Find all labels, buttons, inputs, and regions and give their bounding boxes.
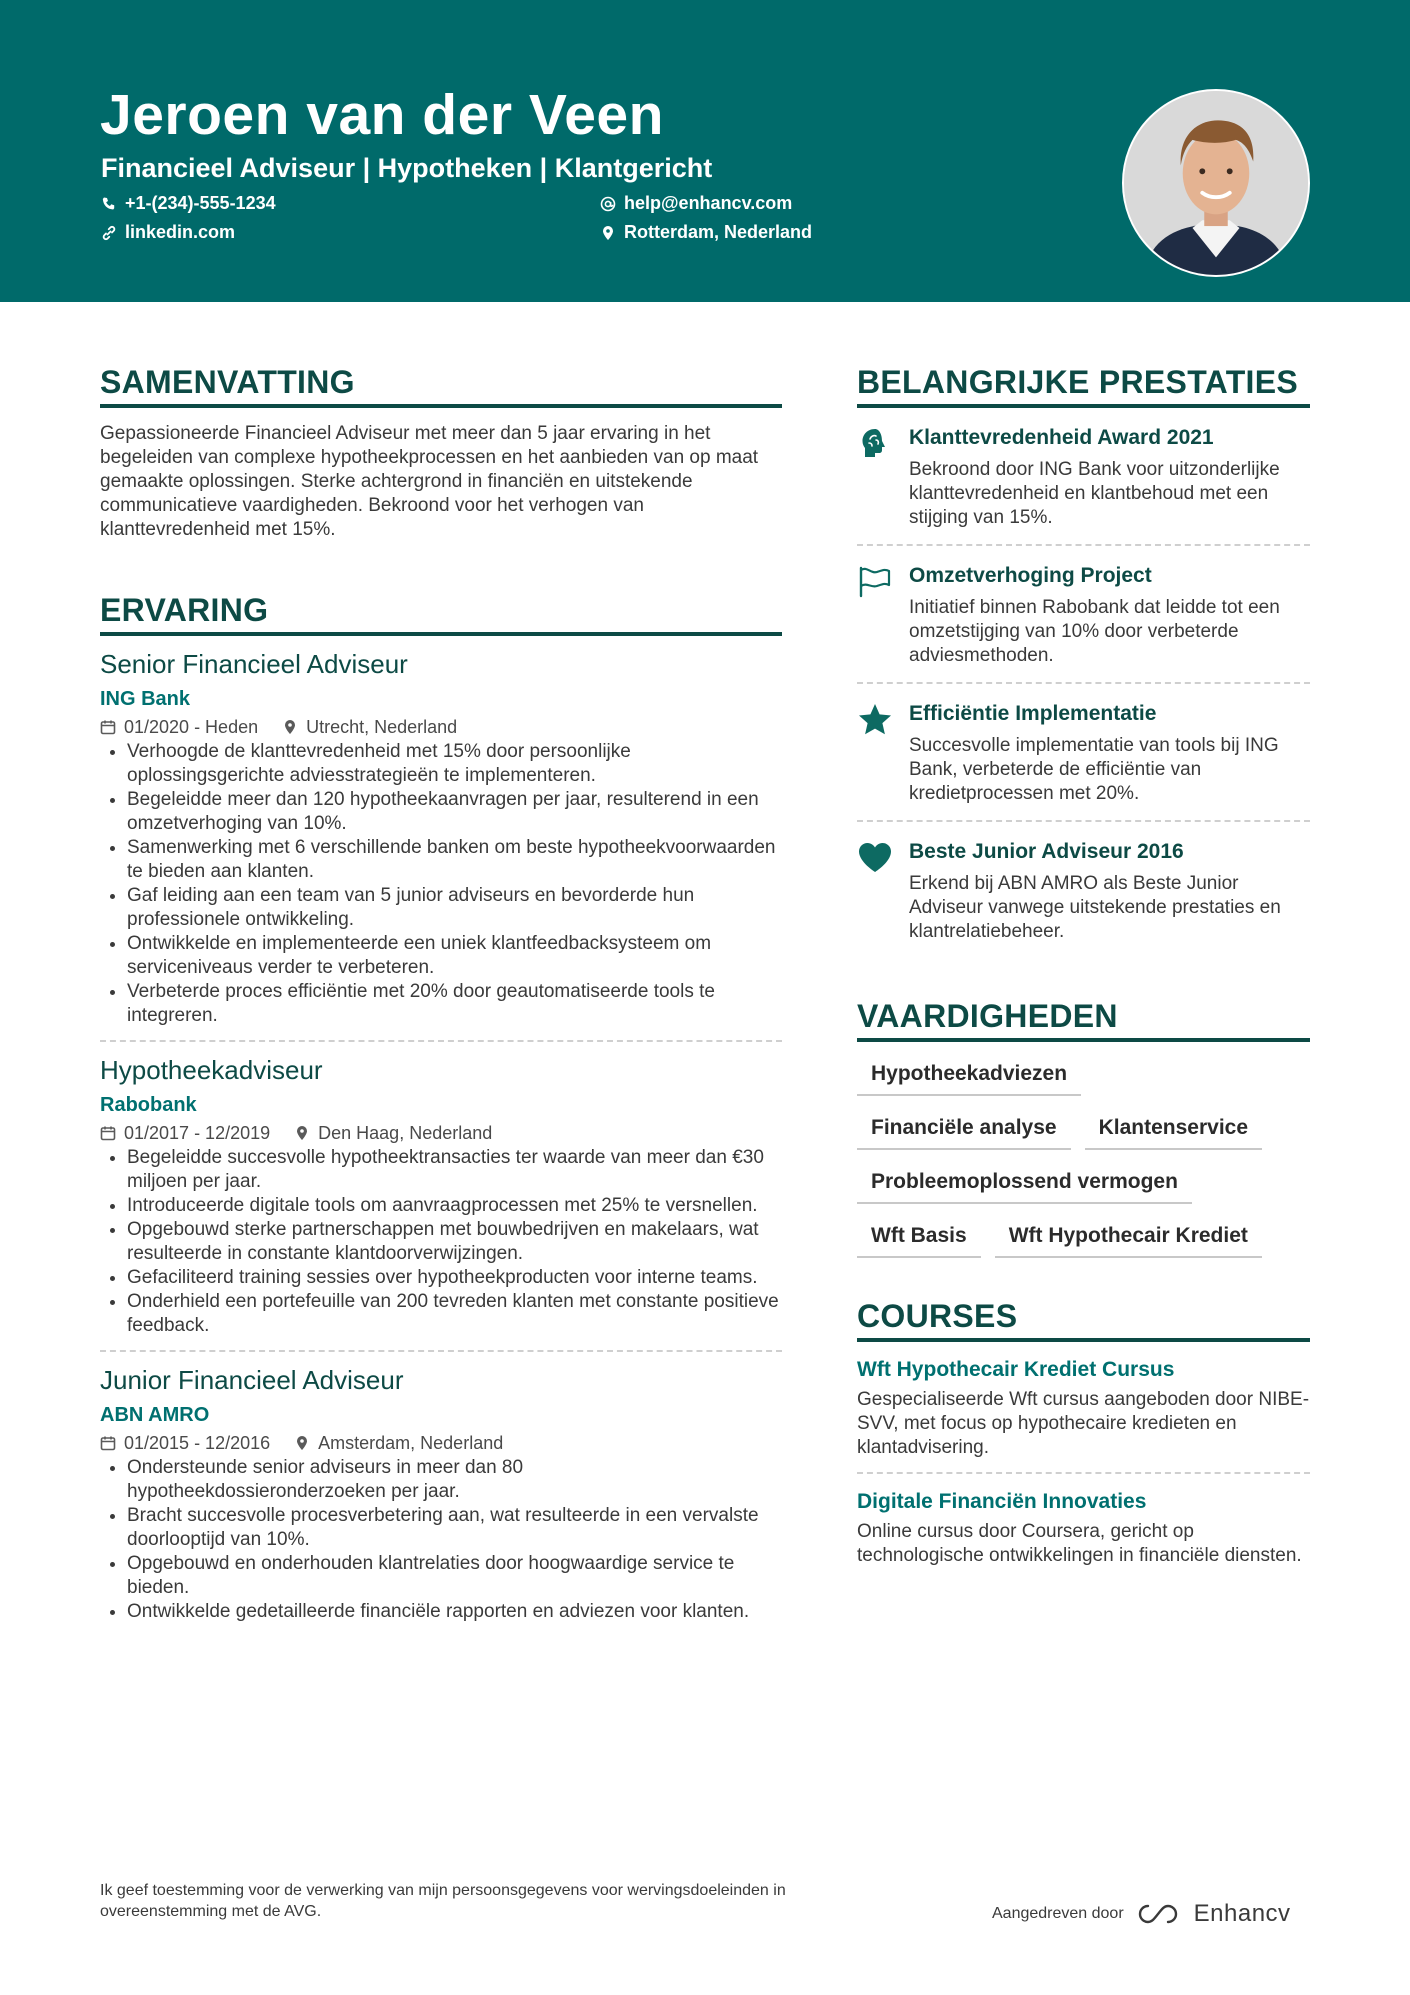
- job-bullets: [100, 1146, 782, 1338]
- achievement-item: [857, 544, 1310, 682]
- job-title: Junior Financieel Adviseur: [100, 1365, 404, 1395]
- job-entry: [100, 1054, 782, 1338]
- achievement-title: Beste Junior Adviseur 2016: [909, 840, 1184, 863]
- achievement-item: [857, 408, 1310, 544]
- achievement-item: [857, 820, 1310, 958]
- job-meta: [100, 1122, 782, 1144]
- right-column: [857, 362, 1310, 1568]
- job-bullets: [100, 740, 782, 1028]
- achievement-title: Klanttevredenheid Award 2021: [909, 426, 1214, 449]
- calendar-icon: [100, 1125, 116, 1141]
- bullet-item: • Introduceerde digitale tools om aanvraagprocessen met 25% te versnellen.: [127, 1194, 782, 1218]
- job-title: Senior Financieel Adviseur: [100, 649, 408, 679]
- job-location: Amsterdam, Nederland: [318, 1433, 504, 1453]
- job-company: Rabobank: [100, 1094, 197, 1116]
- job-company: ING Bank: [100, 688, 191, 710]
- summary-heading: SAMENVATTING: [100, 362, 782, 408]
- location-pin-icon: [282, 719, 298, 735]
- skill-tag: Probleemoplossend vermogen: [857, 1164, 1192, 1204]
- achievement-desc: Succesvolle implementatie van tools bij ING Bank, verbeterde de efficiëntie van kredietprocessen met 20%.: [909, 735, 1279, 804]
- flag-icon: [857, 564, 893, 600]
- bullet-item: • Opgebouwd sterke partnerschappen met bouwbedrijven en makelaars, wat resulteerde in constante klantdoorverwijzingen.: [127, 1218, 782, 1266]
- course-title: Digitale Financiën Innovaties: [857, 1490, 1147, 1513]
- achievement-desc: Bekroond door ING Bank voor uitzonderlijke klanttevredenheid en klantbehoud met een stijging van 15%.: [909, 459, 1280, 528]
- consent-text: Ik geef toestemming voor de verwerking van mijn persoonsgegevens voor wervingsdoeleinden in overeenstemming met de AVG.: [100, 1882, 786, 1920]
- phone-text: +1-(234)-555-1234: [125, 193, 276, 213]
- bullet-item: • Begeleidde succesvolle hypotheektransacties ter waarde van meer dan €30 miljoen per jaar.: [127, 1146, 782, 1194]
- location-text: Rotterdam, Nederland: [624, 222, 813, 242]
- location-pin-icon: [294, 1435, 310, 1451]
- candidate-subtitle: Financieel Adviseur | Hypotheken | Klantgericht: [101, 153, 713, 183]
- skill-tag: Wft Hypothecair Krediet: [995, 1218, 1262, 1258]
- bullet-item: • Begeleidde meer dan 120 hypotheekaanvragen per jaar, resulterend in een omzetverhoging van 10%.: [127, 788, 782, 836]
- skill-tag: Klantenservice: [1085, 1110, 1262, 1150]
- achievements-heading: BELANGRIJKE PRESTATIES: [857, 362, 1310, 408]
- bullet-item: • Gefaciliteerd training sessies over hypotheekproducten voor interne teams.: [127, 1266, 782, 1290]
- skill-tag: Financiële analyse: [857, 1110, 1071, 1150]
- experience-heading: ERVARING: [100, 590, 782, 636]
- powered-by[interactable]: [992, 1900, 1291, 1928]
- course-item: [857, 1342, 1310, 1460]
- head-icon: [857, 426, 893, 462]
- job-dates: 01/2020 - Heden: [124, 717, 259, 737]
- achievement-desc: Erkend bij ABN AMRO als Beste Junior Adviseur vanwege uitstekende prestaties en klantrelatiebeheer.: [909, 873, 1281, 942]
- heart-icon: [857, 840, 893, 876]
- profile-photo: [1122, 89, 1310, 277]
- skills-heading: VAARDIGHEDEN: [857, 996, 1310, 1042]
- bullet-item: • Ontwikkelde en implementeerde een uniek klantfeedbacksysteem om serviceniveaus verder te verbeteren.: [127, 932, 782, 980]
- job-location: Utrecht, Nederland: [306, 717, 458, 737]
- email-text: help@enhancv.com: [624, 193, 793, 213]
- divider: [100, 1350, 782, 1352]
- skill-tag: Hypotheekadviezen: [857, 1056, 1081, 1096]
- course-desc: Online cursus door Coursera, gericht op technologische ontwikkelingen in financiële diensten.: [857, 1521, 1302, 1566]
- bullet-item: • Ondersteunde senior adviseurs in meer dan 80 hypotheekdossieronderzoeken per jaar.: [127, 1456, 782, 1504]
- brand-name: Enhancv: [1193, 1900, 1291, 1927]
- bullet-item: • Bracht succesvolle procesverbetering aan, wat resulteerde in een vervalste doorlooptijd van 10%.: [127, 1504, 782, 1552]
- course-desc: Gespecialiseerde Wft cursus aangeboden door NIBE-SVV, met focus op hypothecaire kredieten en klantadvisering.: [857, 1389, 1310, 1458]
- job-meta: [100, 1432, 782, 1454]
- bullet-item: • Gaf leiding aan een team van 5 junior adviseurs en bevorderde hun professionele ontwikkeling.: [127, 884, 782, 932]
- job-dates: 01/2017 - 12/2019: [124, 1123, 271, 1143]
- location-pin-icon: [294, 1125, 310, 1141]
- calendar-icon: [100, 1435, 116, 1451]
- left-column: [100, 362, 782, 1624]
- achievement-item: [857, 682, 1310, 820]
- at-icon: [600, 196, 616, 212]
- job-title: Hypotheekadviseur: [100, 1055, 323, 1085]
- powered-by-label: Aangedreven door: [992, 1905, 1124, 1922]
- job-entry: [100, 648, 782, 1028]
- linkedin-text: linkedin.com: [125, 222, 236, 242]
- location-pin-icon: [600, 225, 616, 241]
- contact-location: [600, 222, 812, 243]
- job-bullets: [100, 1456, 782, 1624]
- job-meta: [100, 716, 782, 738]
- enhancv-logo-icon: [1136, 1902, 1182, 1926]
- job-location: Den Haag, Nederland: [318, 1123, 493, 1143]
- divider: [100, 1040, 782, 1042]
- skills-list: [857, 1042, 1310, 1258]
- summary-text: Gepassioneerde Financieel Adviseur met meer dan 5 jaar ervaring in het begeleiden van complexe hypotheekprocessen en het aanbieden van op maat gemaakte oplossingen. Sterke achtergrond in financiën en uitstekende communicatieve vaardigheden. Bekroond voor het verhogen van klanttevredenheid met 15%.: [100, 423, 759, 540]
- contact-email[interactable]: [600, 193, 792, 214]
- courses-heading: COURSES: [857, 1296, 1310, 1342]
- job-dates: 01/2015 - 12/2016: [124, 1433, 271, 1453]
- bullet-item: • Verhoogde de klanttevredenheid met 15% door persoonlijke oplossingsgerichte adviesstrategieën te implementeren.: [127, 740, 782, 788]
- contact-phone[interactable]: [101, 193, 276, 214]
- link-icon: [101, 225, 117, 241]
- bullet-item: • Verbeterde proces efficiëntie met 20% door geautomatiseerde tools te integreren.: [127, 980, 782, 1028]
- bullet-item: • Onderhield een portefeuille van 200 tevreden klanten met constante positieve feedback.: [127, 1290, 782, 1338]
- course-title: Wft Hypothecair Krediet Cursus: [857, 1358, 1175, 1381]
- calendar-icon: [100, 719, 116, 735]
- phone-icon: [101, 196, 117, 212]
- header-banner: [0, 0, 1410, 302]
- bullet-item: • Samenwerking met 6 verschillende banken om beste hypotheekvoorwaarden te bieden aan klanten.: [127, 836, 782, 884]
- contact-linkedin[interactable]: [101, 222, 235, 243]
- course-item: [857, 1474, 1310, 1568]
- job-company: ABN AMRO: [100, 1404, 210, 1426]
- bullet-item: • Ontwikkelde gedetailleerde financiële rapporten en adviezen voor klanten.: [127, 1600, 782, 1624]
- candidate-name: Jeroen van der Veen: [100, 83, 664, 147]
- achievement-title: Omzetverhoging Project: [909, 564, 1152, 587]
- bullet-item: • Opgebouwd en onderhouden klantrelaties door hoogwaardige service te bieden.: [127, 1552, 782, 1600]
- achievement-desc: Initiatief binnen Rabobank dat leidde tot een omzetstijging van 10% door verbeterde adviesmethoden.: [909, 597, 1280, 666]
- achievement-title: Efficiëntie Implementatie: [909, 702, 1157, 725]
- job-entry: [100, 1364, 782, 1624]
- star-icon: [857, 702, 893, 738]
- skill-tag: Wft Basis: [857, 1218, 981, 1258]
